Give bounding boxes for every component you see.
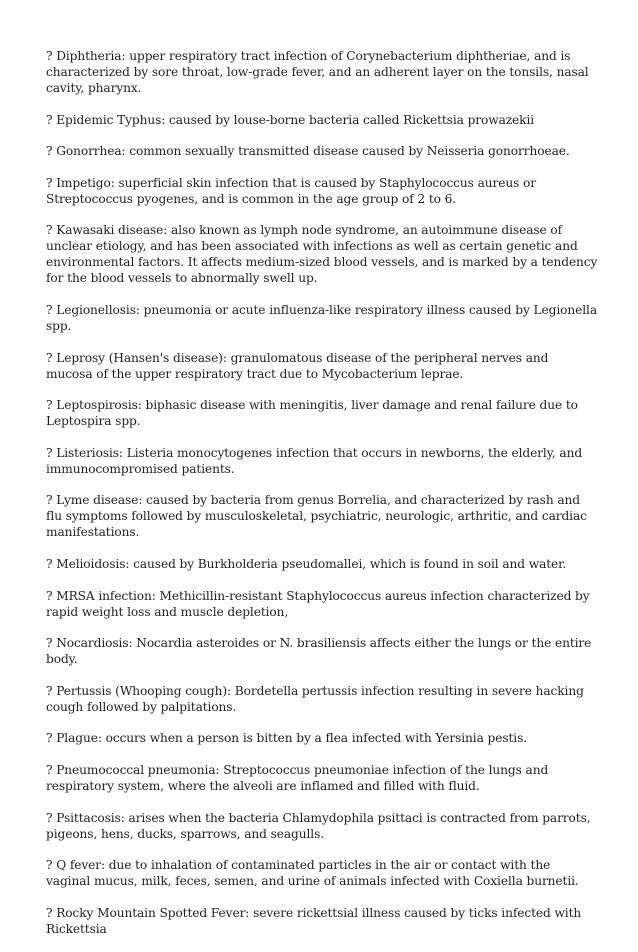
- entry-kawasaki-disease: ? Kawasaki disease: also known as lymph node syndrome, an autoimmune disease of unclear etiology, and has been associated with infections as well as certain genetic and environmental factors. It affects medium-sized blood vessels, and is marked by a tendency for the blood vessels to abnormally swell up.: [46, 223, 598, 286]
- entry-listeriosis: ? Listeriosis: Listeria monocytogenes infection that occurs in newborns, the elderly, and immunocompromised patients.: [46, 445, 583, 476]
- entry-gonorrhea: ? Gonorrhea: common sexually transmitted disease caused by Neisseria gonorrhoeae.: [46, 144, 570, 159]
- entry-mrsa-infection: ? MRSA infection: Methicillin-resistant Staphylococcus aureus infection characterized by rapid weight loss and muscle depletion,: [46, 588, 590, 619]
- entry-pneumococcal-pneumonia: ? Pneumococcal pneumonia: Streptococcus pneumoniae infection of the lungs and respiratory system, where the alveoli are inflamed and filled with fluid.: [46, 762, 549, 793]
- entry-legionellosis: ? Legionellosis: pneumonia or acute influenza-like respiratory illness caused by Legionella spp.: [46, 302, 597, 333]
- entry-plague: ? Plague: occurs when a person is bitten by a flea infected with Yersinia pestis.: [46, 731, 528, 746]
- entry-leprosy: ? Leprosy (Hansen's disease): granulomatous disease of the peripheral nerves and mucosa of the upper respiratory tract due to Mycobacterium leprae.: [46, 350, 549, 381]
- entry-impetigo: ? Impetigo: superficial skin infection that is caused by Staphylococcus aureus or Streptococcus pyogenes, and is common in the age group of 2 to 6.: [46, 175, 536, 206]
- entry-q-fever: ? Q fever: due to inhalation of contaminated particles in the air or contact with the vaginal mucus, milk, feces, semen, and urine of animals infected with Coxiella burnetii.: [46, 858, 579, 889]
- document-page: [46, 48, 598, 952]
- entry-pertussis: ? Pertussis (Whooping cough): Bordetella pertussis infection resulting in severe hacking cough followed by palpitations.: [46, 683, 584, 714]
- entry-nocardiosis: ? Nocardiosis: Nocardia asteroides or N. brasiliensis affects either the lungs or the entire body.: [46, 636, 592, 667]
- entry-lyme-disease: ? Lyme disease: caused by bacteria from genus Borrelia, and characterized by rash and flu symptoms followed by musculoskeletal, psychiatric, neurologic, arthritic, and cardiac manifestations.: [46, 493, 587, 540]
- entry-leptospirosis: ? Leptospirosis: biphasic disease with meningitis, liver damage and renal failure due to Leptospira spp.: [46, 398, 578, 429]
- entry-melioidosis: ? Melioidosis: caused by Burkholderia pseudomallei, which is found in soil and water.: [46, 556, 567, 571]
- entry-psittacosis: ? Psittacosis: arises when the bacteria Chlamydophila psittaci is contracted from parrots, pigeons, hens, ducks, sparrows, and seagulls.: [46, 810, 591, 841]
- entry-diphtheria: ? Diphtheria: upper respiratory tract infection of Corynebacterium diphtheriae, and is characterized by sore throat, low-grade fever, and an adherent layer on the tonsils, nasal cavity, pharynx.: [46, 49, 589, 95]
- entry-rocky-mountain-spotted-fever: ? Rocky Mountain Spotted Fever: severe rickettsial illness caused by ticks infected with Rickettsia: [46, 905, 582, 936]
- entry-epidemic-typhus: ? Epidemic Typhus: caused by louse-borne bacteria called Rickettsia prowazekii: [46, 112, 535, 127]
